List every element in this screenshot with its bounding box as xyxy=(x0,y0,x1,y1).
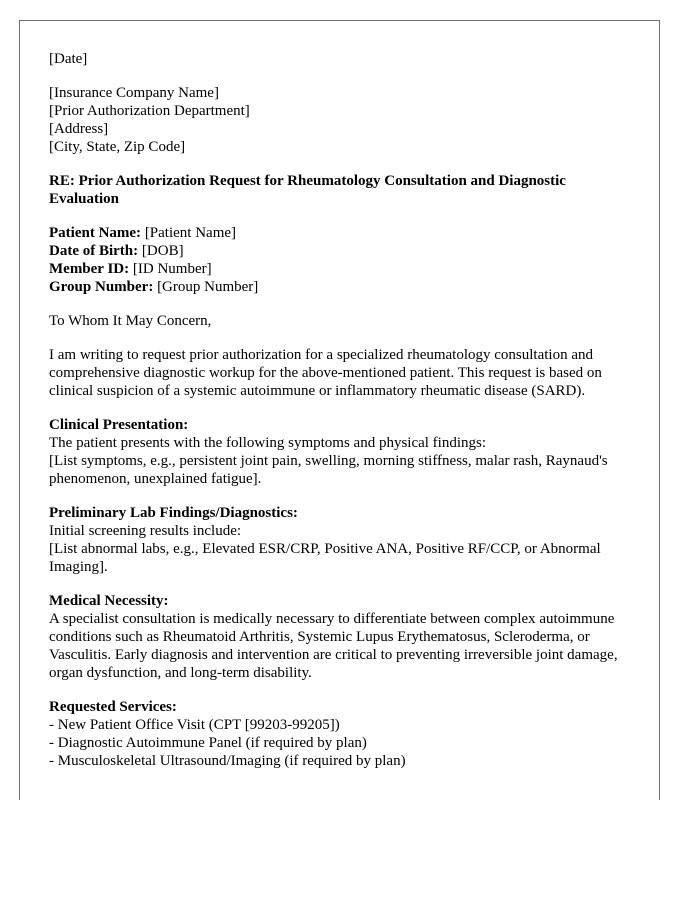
necessity-heading: Medical Necessity: xyxy=(49,593,169,609)
letter-page xyxy=(19,20,660,800)
labs-heading: Preliminary Lab Findings/Diagnostics: xyxy=(49,505,298,521)
patient-group-row xyxy=(49,278,630,296)
patient-member-row xyxy=(49,260,630,278)
service-item: - New Patient Office Visit (CPT [99203-99205]) xyxy=(49,717,340,733)
labs-list: [List abnormal labs, e.g., Elevated ESR/CRP, Positive ANA, Positive RF/CCP, or Abnormal Imaging]. xyxy=(49,541,601,575)
intro-paragraph: I am writing to request prior authorization for a specialized rheumatology consultation and comprehensive diagnostic workup for the above-mentioned patient. This request is based on clinical suspicion of a systemic autoimmune or inflammatory rheumatic disease (SARD). xyxy=(49,347,602,399)
labs-intro: Initial screening results include: xyxy=(49,523,242,539)
patient-dob-row xyxy=(49,242,630,260)
patient-name-value: [Patient Name] xyxy=(144,225,237,241)
patient-dob-value: [DOB] xyxy=(141,243,184,259)
patient-group-label: Group Number: xyxy=(49,279,154,295)
recipient-company: [Insurance Company Name] xyxy=(49,85,219,101)
clinical-section xyxy=(49,416,630,488)
clinical-heading: Clinical Presentation: xyxy=(49,417,189,433)
patient-info xyxy=(49,224,630,296)
patient-name-row xyxy=(49,224,630,242)
salutation: To Whom It May Concern, xyxy=(49,313,212,329)
letter-date xyxy=(49,50,630,68)
patient-member-value: [ID Number] xyxy=(132,261,212,277)
services-list xyxy=(49,716,630,770)
recipient-address-line: [Address] xyxy=(49,121,109,137)
recipient-address xyxy=(49,84,630,156)
necessity-section xyxy=(49,592,630,682)
clinical-symptoms: [List symptoms, e.g., persistent joint pain, swelling, morning stiffness, malar rash, Raynaud's phenomenon, unexplained fatigue]. xyxy=(49,453,608,487)
recipient-city-state-zip: [City, State, Zip Code] xyxy=(49,139,186,155)
service-item: - Diagnostic Autoimmune Panel (if required by plan) xyxy=(49,735,367,751)
patient-member-label: Member ID: xyxy=(49,261,130,277)
subject-line: RE: Prior Authorization Request for Rheumatology Consultation and Diagnostic Evaluation xyxy=(49,173,566,207)
labs-section xyxy=(49,504,630,576)
necessity-body: A specialist consultation is medically necessary to differentiate between complex autoimmune conditions such as Rheumatoid Arthritis, Systemic Lupus Erythematosus, Scleroderma, or Vasculitis. Early diagnosis and intervention are critical to preventing irreversible joint damage, organ dysfunction, and long-term disability. xyxy=(49,611,618,681)
recipient-department: [Prior Authorization Department] xyxy=(49,103,250,119)
services-heading: Requested Services: xyxy=(49,699,177,715)
patient-name-label: Patient Name: xyxy=(49,225,142,241)
patient-group-value: [Group Number] xyxy=(157,279,259,295)
services-section xyxy=(49,698,630,770)
date-text: [Date] xyxy=(49,51,88,67)
service-item: - Musculoskeletal Ultrasound/Imaging (if required by plan) xyxy=(49,753,406,769)
patient-dob-label: Date of Birth: xyxy=(49,243,139,259)
clinical-intro: The patient presents with the following symptoms and physical findings: xyxy=(49,435,487,451)
